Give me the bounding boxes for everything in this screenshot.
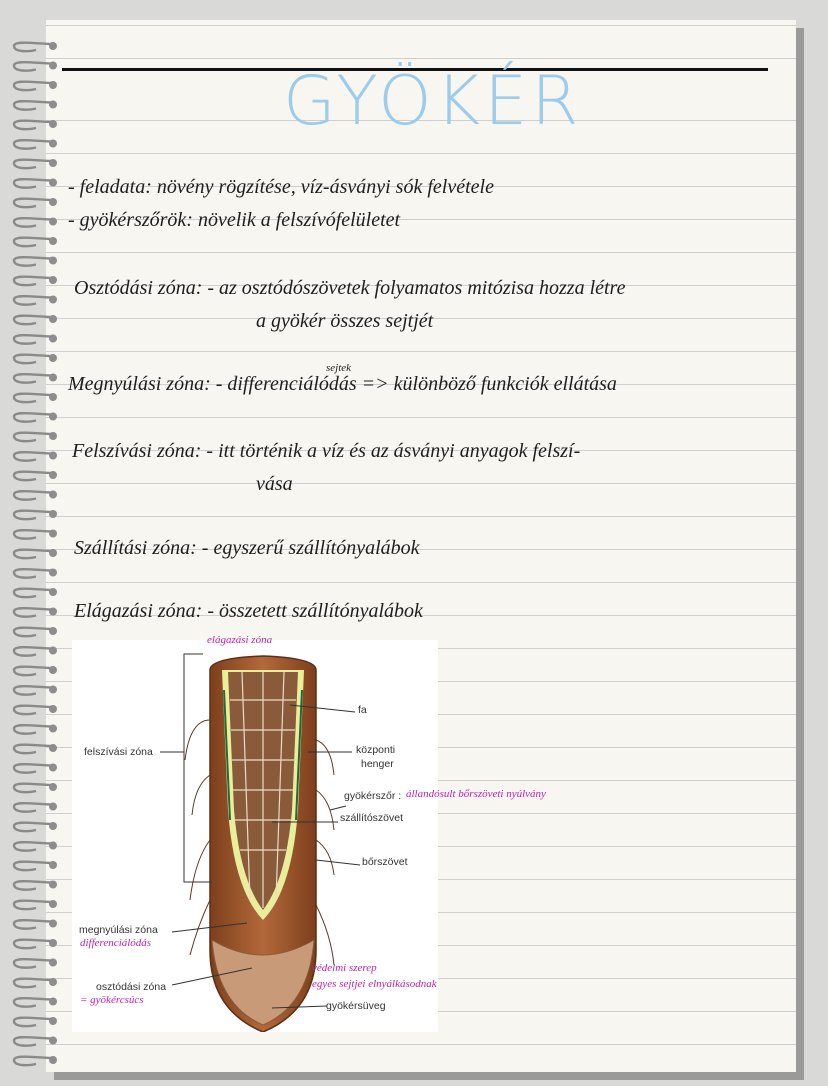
binding-hole xyxy=(49,198,57,206)
note-line: - feladata: növény rögzítése, víz-ásványi sók felvétele xyxy=(68,176,494,198)
binding-hole xyxy=(49,686,57,694)
binding-hole xyxy=(49,900,57,908)
binding-hole xyxy=(49,354,57,362)
label-fa: fa xyxy=(358,704,367,716)
binding-hole xyxy=(49,335,57,343)
binding-hole xyxy=(49,237,57,245)
binding-hole xyxy=(49,140,57,148)
binding-hole xyxy=(49,666,57,674)
binding-hole xyxy=(49,257,57,265)
binding-hole xyxy=(49,218,57,226)
spiral-ring xyxy=(14,550,52,559)
note-line: Szállítási zóna: - egyszerű szállítónyalábok xyxy=(74,537,420,559)
label-felszivasi: felszívási zóna xyxy=(84,746,153,758)
spiral-ring xyxy=(14,433,52,442)
spiral-ring xyxy=(14,1057,52,1066)
spiral-ring xyxy=(14,706,52,715)
note-line: Osztódási zóna: - az osztódószövetek folyamatos mitózisa hozza létre xyxy=(74,277,626,299)
page-title: GYÖKÉR xyxy=(283,62,583,141)
binding-hole xyxy=(49,1017,57,1025)
binding-hole xyxy=(49,120,57,128)
note-line: Elágazási zóna: - összetett szállítónyalábok xyxy=(74,600,423,622)
spiral-ring xyxy=(14,725,52,734)
note-line: - gyökérszőrök: növelik a felszívófelületet xyxy=(68,209,401,231)
binding-hole xyxy=(49,998,57,1006)
binding-hole xyxy=(49,432,57,440)
binding-hole xyxy=(49,62,57,70)
spiral-ring xyxy=(14,355,52,364)
binding-hole xyxy=(49,159,57,167)
binding-hole xyxy=(49,452,57,460)
spiral-ring xyxy=(14,569,52,578)
spiral-ring xyxy=(14,121,52,130)
annotation-elnyalkasodnak: egyes sejtjei elnyálkásodnak xyxy=(312,978,437,990)
spiral-ring xyxy=(14,218,52,227)
spiral-ring xyxy=(14,394,52,403)
binding-hole xyxy=(49,608,57,616)
spiral-ring xyxy=(14,140,52,149)
annotation-elagazasi: elágazási zóna xyxy=(207,634,273,646)
spiral-ring xyxy=(14,764,52,773)
spiral-ring xyxy=(14,667,52,676)
spiral-binding xyxy=(8,30,60,1070)
annotation-gyokerszor: állandósult bőrszöveti nyúlvány xyxy=(406,788,546,800)
binding-hole xyxy=(49,803,57,811)
spiral-ring xyxy=(14,413,52,422)
spiral-ring xyxy=(14,62,52,71)
spiral-ring xyxy=(14,628,52,637)
spiral-ring xyxy=(14,803,52,812)
spiral-ring xyxy=(14,101,52,110)
binding-hole xyxy=(49,471,57,479)
label-borszovet: bőrszövet xyxy=(362,856,408,868)
annotation-differencialodas: differenciálódás xyxy=(80,937,152,949)
spiral-ring xyxy=(14,823,52,832)
binding-hole xyxy=(49,549,57,557)
spiral-ring xyxy=(14,784,52,793)
spiral-ring xyxy=(14,1018,52,1027)
binding-hole xyxy=(49,530,57,538)
binding-hole xyxy=(49,1056,57,1064)
binding-hole xyxy=(49,1037,57,1045)
label-szallitoszovet: szállítószövet xyxy=(340,812,404,824)
spiral-ring xyxy=(14,199,52,208)
binding-hole xyxy=(49,861,57,869)
spiral-ring xyxy=(14,842,52,851)
spiral-ring xyxy=(14,257,52,266)
note-line: Megnyúlási zóna: - differenciálódás => különböző funkciók ellátása xyxy=(68,373,617,395)
spiral-ring xyxy=(14,277,52,286)
binding-hole xyxy=(49,491,57,499)
binding-hole xyxy=(49,822,57,830)
note-line: vása xyxy=(256,473,293,495)
binding-hole xyxy=(49,881,57,889)
spiral-ring xyxy=(14,979,52,988)
binding-hole xyxy=(49,179,57,187)
label-osztodasi: osztódási zóna xyxy=(96,981,167,993)
note-superscript: sejtek xyxy=(326,362,352,374)
spiral-ring xyxy=(14,316,52,325)
spiral-ring xyxy=(14,881,52,890)
spiral-ring xyxy=(14,920,52,929)
label-gyokersuveg: gyökérsüveg xyxy=(326,1000,386,1012)
binding-hole xyxy=(49,81,57,89)
binding-hole xyxy=(49,276,57,284)
binding-hole xyxy=(49,764,57,772)
binding-hole xyxy=(49,569,57,577)
binding-hole xyxy=(49,939,57,947)
binding-hole xyxy=(49,588,57,596)
binding-hole xyxy=(49,315,57,323)
spiral-ring xyxy=(14,686,52,695)
binding-hole xyxy=(49,413,57,421)
label-megnyulasi: megnyúlási zóna xyxy=(79,924,158,936)
spiral-ring xyxy=(14,491,52,500)
binding-hole xyxy=(49,842,57,850)
binding-hole xyxy=(49,725,57,733)
spiral-ring xyxy=(14,43,52,52)
binding-hole xyxy=(49,783,57,791)
label-kozponti: központi xyxy=(356,744,396,756)
spiral-ring xyxy=(14,745,52,754)
annotation-vedelmi: védelmi szerep xyxy=(312,962,377,974)
binding-hole xyxy=(49,647,57,655)
label-henger: henger xyxy=(361,758,394,770)
spiral-ring xyxy=(14,511,52,520)
spiral-ring xyxy=(14,530,52,539)
spiral-ring xyxy=(14,862,52,871)
binding-hole xyxy=(49,705,57,713)
spiral-ring xyxy=(14,901,52,910)
spiral-ring xyxy=(14,959,52,968)
binding-hole xyxy=(49,627,57,635)
spiral-ring xyxy=(14,160,52,169)
binding-hole xyxy=(49,393,57,401)
note-line: a gyökér összes sejtjét xyxy=(256,310,434,332)
binding-hole xyxy=(49,374,57,382)
spiral-ring xyxy=(14,1037,52,1046)
binding-hole xyxy=(49,978,57,986)
binding-hole xyxy=(49,510,57,518)
binding-hole xyxy=(49,744,57,752)
spiral-ring xyxy=(14,589,52,598)
label-gyokerszor: gyökérszőr : xyxy=(344,790,402,802)
spiral-ring xyxy=(14,82,52,91)
spiral-ring xyxy=(14,647,52,656)
spiral-ring xyxy=(14,374,52,383)
root-diagram xyxy=(72,634,546,1032)
annotation-gyokercsucs: = gyökércsúcs xyxy=(80,994,144,1006)
root-illustration xyxy=(72,640,438,1032)
spiral-ring xyxy=(14,608,52,617)
spiral-ring xyxy=(14,940,52,949)
spiral-ring xyxy=(14,179,52,188)
spiral-ring xyxy=(14,472,52,481)
spiral-ring xyxy=(14,998,52,1007)
binding-hole xyxy=(49,42,57,50)
spiral-ring xyxy=(14,452,52,461)
spiral-ring xyxy=(14,335,52,344)
note-line: Felszívási zóna: - itt történik a víz és az ásványi anyagok felszí- xyxy=(72,440,581,462)
binding-hole xyxy=(49,101,57,109)
spiral-ring xyxy=(14,296,52,305)
binding-hole xyxy=(49,296,57,304)
binding-hole xyxy=(49,959,57,967)
spiral-ring xyxy=(14,238,52,247)
binding-hole xyxy=(49,920,57,928)
